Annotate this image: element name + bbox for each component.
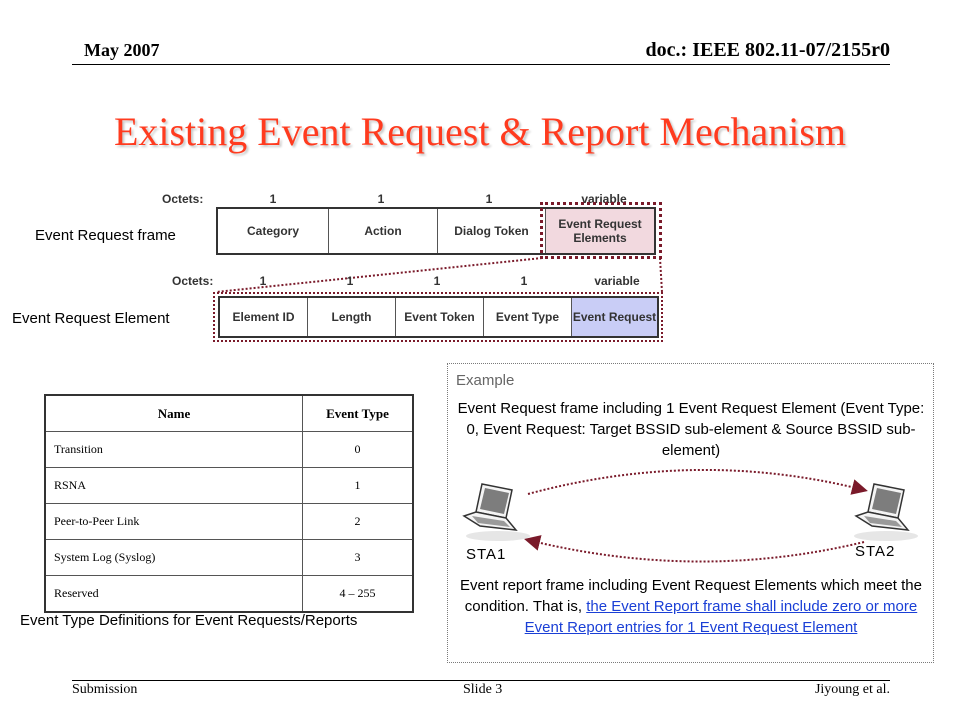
- example-request-text: Event Request frame including 1 Event Request Element (Event Type: 0, Event Request: Target BSSID sub-element & Source BSSID sub-element): [457, 400, 925, 459]
- field-category: Category: [246, 224, 299, 238]
- request-element-label: Event Request Element: [12, 310, 170, 327]
- table-cell-type: 0: [303, 432, 414, 468]
- table-cell-name: RSNA: [45, 468, 303, 504]
- field-event-request: Event Request: [571, 298, 657, 336]
- header-date: May 2007: [84, 40, 160, 60]
- report-link[interactable]: the Event Report frame shall include zero or more Event Report entries for 1 Event Request Element: [524, 598, 918, 636]
- request-element-octet: 1: [520, 274, 528, 288]
- table-cell-type: 3: [303, 540, 414, 576]
- sta1-label: STA1: [466, 546, 507, 563]
- request-frame-octet: variable: [581, 192, 627, 206]
- footer-divider: [72, 680, 890, 681]
- sta2-label: STA2: [855, 543, 896, 560]
- table-cell-name: Transition: [45, 432, 303, 468]
- slide-title: Existing Event Request & Report Mechanism: [113, 109, 847, 154]
- table-cell-name: System Log (Syslog): [45, 540, 303, 576]
- request-element-octet: 1: [433, 274, 441, 288]
- example-report-text: [455, 575, 927, 638]
- table-header-event-type: Event Type: [303, 395, 414, 432]
- request-element-octet: 1: [346, 274, 354, 288]
- field-length: Length: [307, 298, 395, 336]
- field-element-id: Element ID: [232, 310, 295, 324]
- table-cell-name: Reserved: [45, 576, 303, 613]
- table-header-name: Name: [45, 395, 303, 432]
- field-action: Action: [328, 209, 437, 253]
- field-dialog-token: Dialog Token: [437, 209, 545, 253]
- example-title: Example: [456, 372, 515, 389]
- request-frame-octet: 1: [377, 192, 385, 206]
- request-element-octets-label: Octets:: [172, 274, 214, 288]
- request-element-octet: variable: [594, 274, 640, 288]
- table-cell-type: 4 – 255: [303, 576, 414, 613]
- footer-slide-number: Slide 3: [463, 682, 503, 697]
- table-cell-name: Peer-to-Peer Link: [45, 504, 303, 540]
- request-frame-octet: 1: [269, 192, 277, 206]
- field-event-request-elements: Event Request Elements: [545, 209, 654, 253]
- table-cell-type: 1: [303, 468, 414, 504]
- footer-authors: Jiyoung et al.: [814, 682, 890, 697]
- report-text: Event report frame including Event Request Elements which meet the condition. That is,: [460, 577, 922, 615]
- request-frame-octets-label: Octets:: [162, 192, 204, 206]
- request-frame-label: Event Request frame: [35, 227, 176, 244]
- request-frame-octet: 1: [485, 192, 493, 206]
- footer-submission: Submission: [72, 682, 138, 697]
- field-event-token: Event Token: [395, 298, 483, 336]
- request-element-octet: 1: [259, 274, 267, 288]
- field-event-type: Event Type: [483, 298, 571, 336]
- table-cell-type: 2: [303, 504, 414, 540]
- header-doc-id: doc.: IEEE 802.11-07/2155r0: [645, 39, 890, 61]
- table-caption: Event Type Definitions for Event Requests/Reports: [20, 612, 358, 629]
